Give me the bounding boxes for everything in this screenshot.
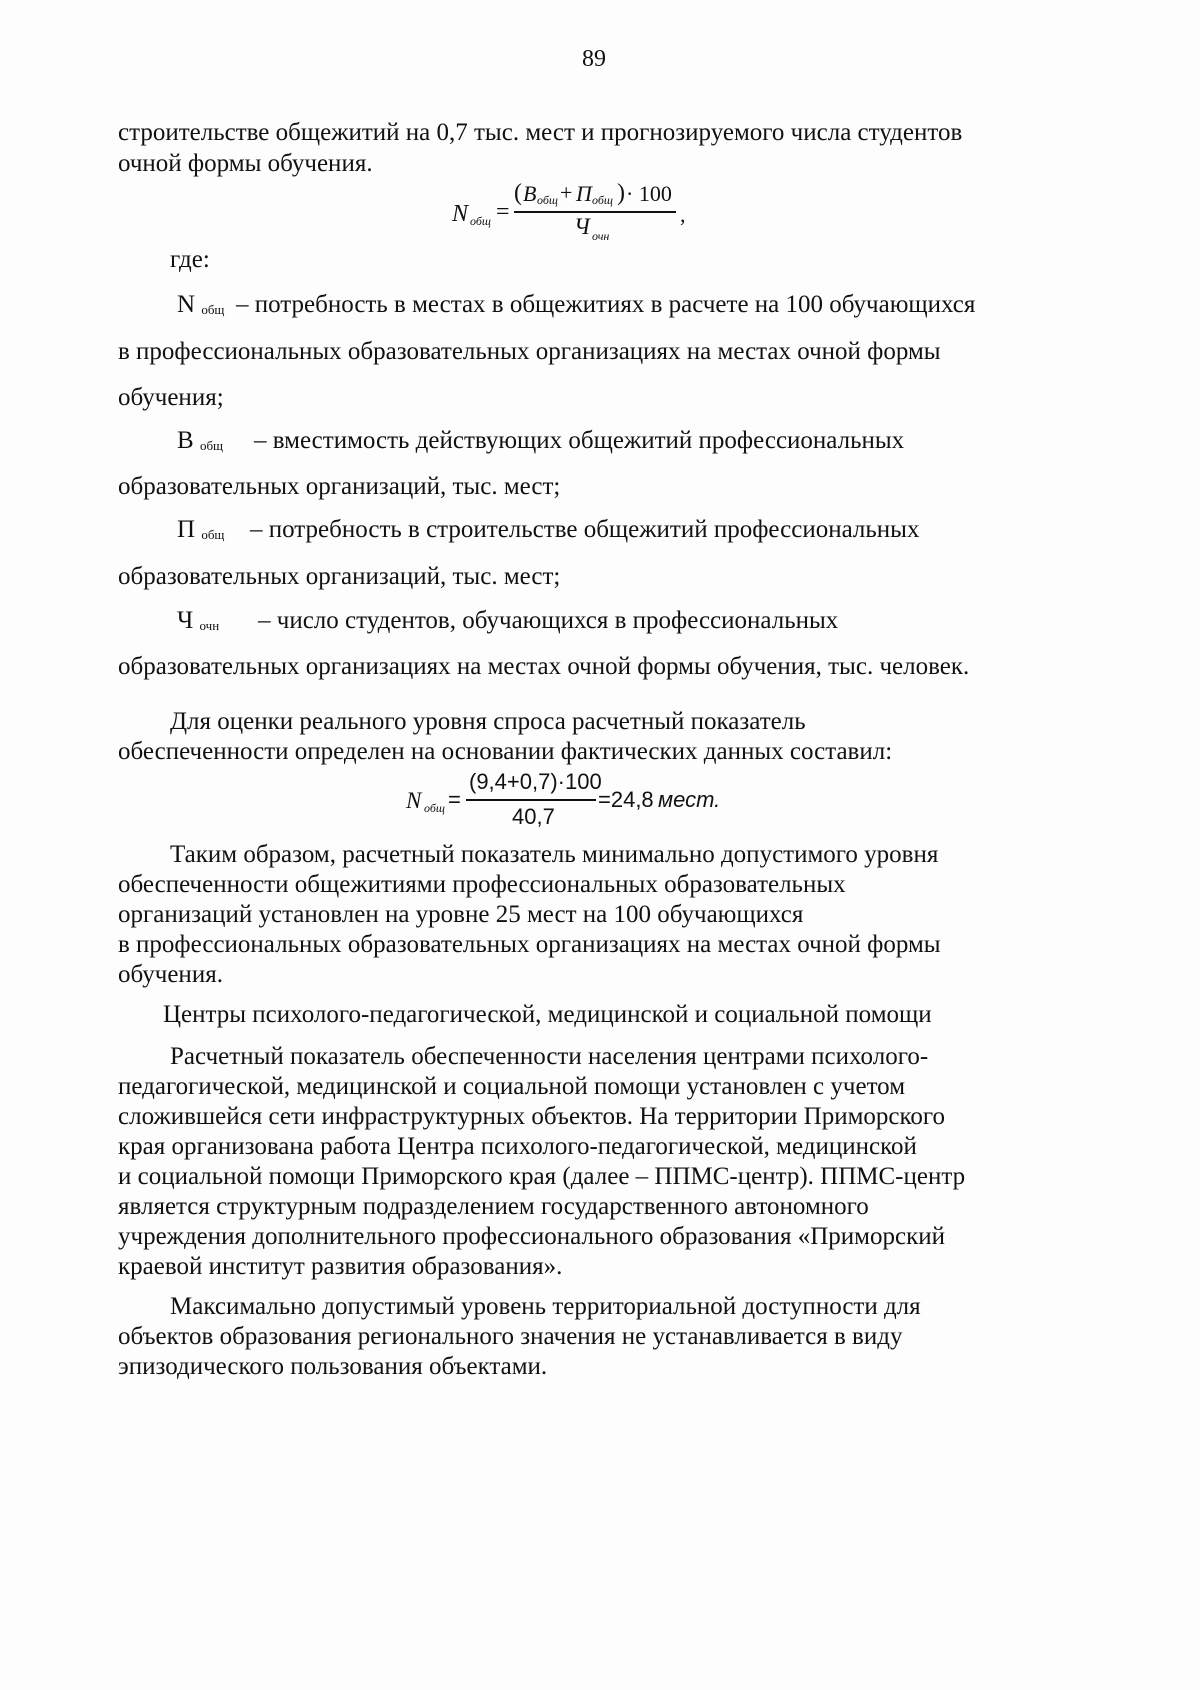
formula-2 [0, 0, 1200, 840]
formula2-result: =24,8 [598, 787, 654, 812]
intro-line-1: строительстве общежитий на 0,7 тыс. мест и прогнозируемого числа студентов [118, 119, 963, 146]
section-heading: Центры психолого-педагогической, медицинской и социальной помощи [163, 1001, 932, 1028]
formula2-equals: = [448, 787, 461, 812]
formula2-denominator: 40,7 [512, 804, 555, 829]
formula1-lhs-var: N [452, 201, 469, 227]
para-conclusion-line-4: в профессиональных образовательных организациях на местах очной формы [118, 931, 941, 958]
para-centers-line-5: и социальной помощи Приморского края (далее – ППМС-центр). ППМС-центр [118, 1163, 966, 1190]
def-b-line-2: образовательных организаций, тыс. мест; [118, 473, 561, 500]
formula1-lhs-sub: общ [470, 214, 491, 228]
def-ch-line-2: образовательных организациях на местах очной формы обучения, тыс. человек. [118, 653, 970, 680]
formula2-fraction-bar [466, 799, 596, 801]
para-centers-line-7: учреждения дополнительного профессионального образования «Приморский [118, 1223, 946, 1250]
para-eval-line-1: Для оценки реального уровня спроса расчетный показатель [170, 708, 806, 735]
def-n-line-3: обучения; [118, 384, 224, 411]
def-p-symbol-sub: общ [201, 527, 225, 542]
para-access-line-3: эпизодического пользования объектами. [118, 1353, 548, 1380]
formula1-plus: + [560, 180, 573, 205]
para-centers-line-8: краевой институт развития образования». [118, 1253, 563, 1280]
para-centers-line-3: сложившейся сети инфраструктурных объектов. На территории Приморского [118, 1103, 946, 1130]
def-b-symbol-sub: общ [199, 438, 224, 453]
formula1-num-close: ) [617, 180, 625, 206]
def-ch-symbol-letter: Ч [177, 607, 194, 634]
para-centers-line-4: края организована работа Центра психолого-педагогической, медицинской [118, 1133, 917, 1160]
para-conclusion-line-2: обеспеченности общежитиями профессиональных образовательных [118, 871, 846, 898]
page-number: 89 [582, 46, 606, 72]
def-n-line-2: в профессиональных образовательных организациях на местах очной формы [118, 338, 941, 365]
formula1-num-b: B [523, 181, 537, 206]
def-n-symbol-sub: общ [201, 302, 225, 317]
def-p-line-2: образовательных организаций, тыс. мест; [118, 563, 561, 590]
formula1-trail: , [680, 202, 686, 227]
para-centers-line-2: педагогической, медицинской и социальной помощи установлен с учетом [118, 1073, 906, 1100]
formula2-lhs-var: N [406, 788, 422, 813]
where-label: где: [170, 246, 210, 273]
formula1-equals: = [496, 199, 510, 225]
para-access-line-1: Максимально допустимый уровень территориальной доступности для [170, 1293, 921, 1320]
def-n-first-line: – потребность в местах в общежитиях в расчете на 100 обучающихся [236, 291, 976, 318]
para-conclusion-line-3: организаций установлен на уровне 25 мест на 100 обучающихся [118, 901, 804, 928]
para-conclusion-line-1: Таким образом, расчетный показатель минимально допустимого уровня [170, 841, 939, 868]
formula2-numerator: (9,4+0,7)·100 [469, 769, 602, 794]
formula1-den-sub: очн [592, 229, 610, 243]
para-centers-line-1: Расчетный показатель обеспеченности населения центрами психолого- [170, 1043, 929, 1070]
para-conclusion-line-5: обучения. [118, 961, 223, 988]
def-p-symbol-letter: П [177, 516, 196, 543]
formula1-num-p: П [576, 181, 592, 206]
def-ch-symbol-sub: очн [199, 618, 220, 633]
formula1-num-p-sub: общ [592, 193, 613, 207]
para-access-line-2: объектов образования регионального значения не устанавливается в виду [118, 1323, 903, 1350]
def-ch-first-line: – число студентов, обучающихся в профессиональных [258, 607, 839, 634]
para-centers-line-6: является структурным подразделением государственного автономного [118, 1193, 869, 1220]
formula2-lhs-sub: общ [424, 801, 445, 815]
def-b-symbol-letter: В [177, 427, 194, 454]
formula1-num-b-sub: общ [537, 193, 558, 207]
formula1-num-open: ( [514, 180, 522, 206]
def-n-symbol-letter: N [177, 291, 196, 318]
formula1-den-var: Ч [574, 214, 590, 239]
formula2-unit: мест. [658, 787, 721, 812]
def-b-first-line: – вместимость действующих общежитий профессиональных [254, 427, 905, 454]
def-p-first-line: – потребность в строительстве общежитий профессиональных [250, 516, 920, 543]
intro-line-2: очной формы обучения. [118, 150, 373, 177]
formula1-num-mult: · 100 [626, 181, 672, 206]
para-eval-line-2: обеспеченности определен на основании фактических данных составил: [118, 738, 893, 765]
